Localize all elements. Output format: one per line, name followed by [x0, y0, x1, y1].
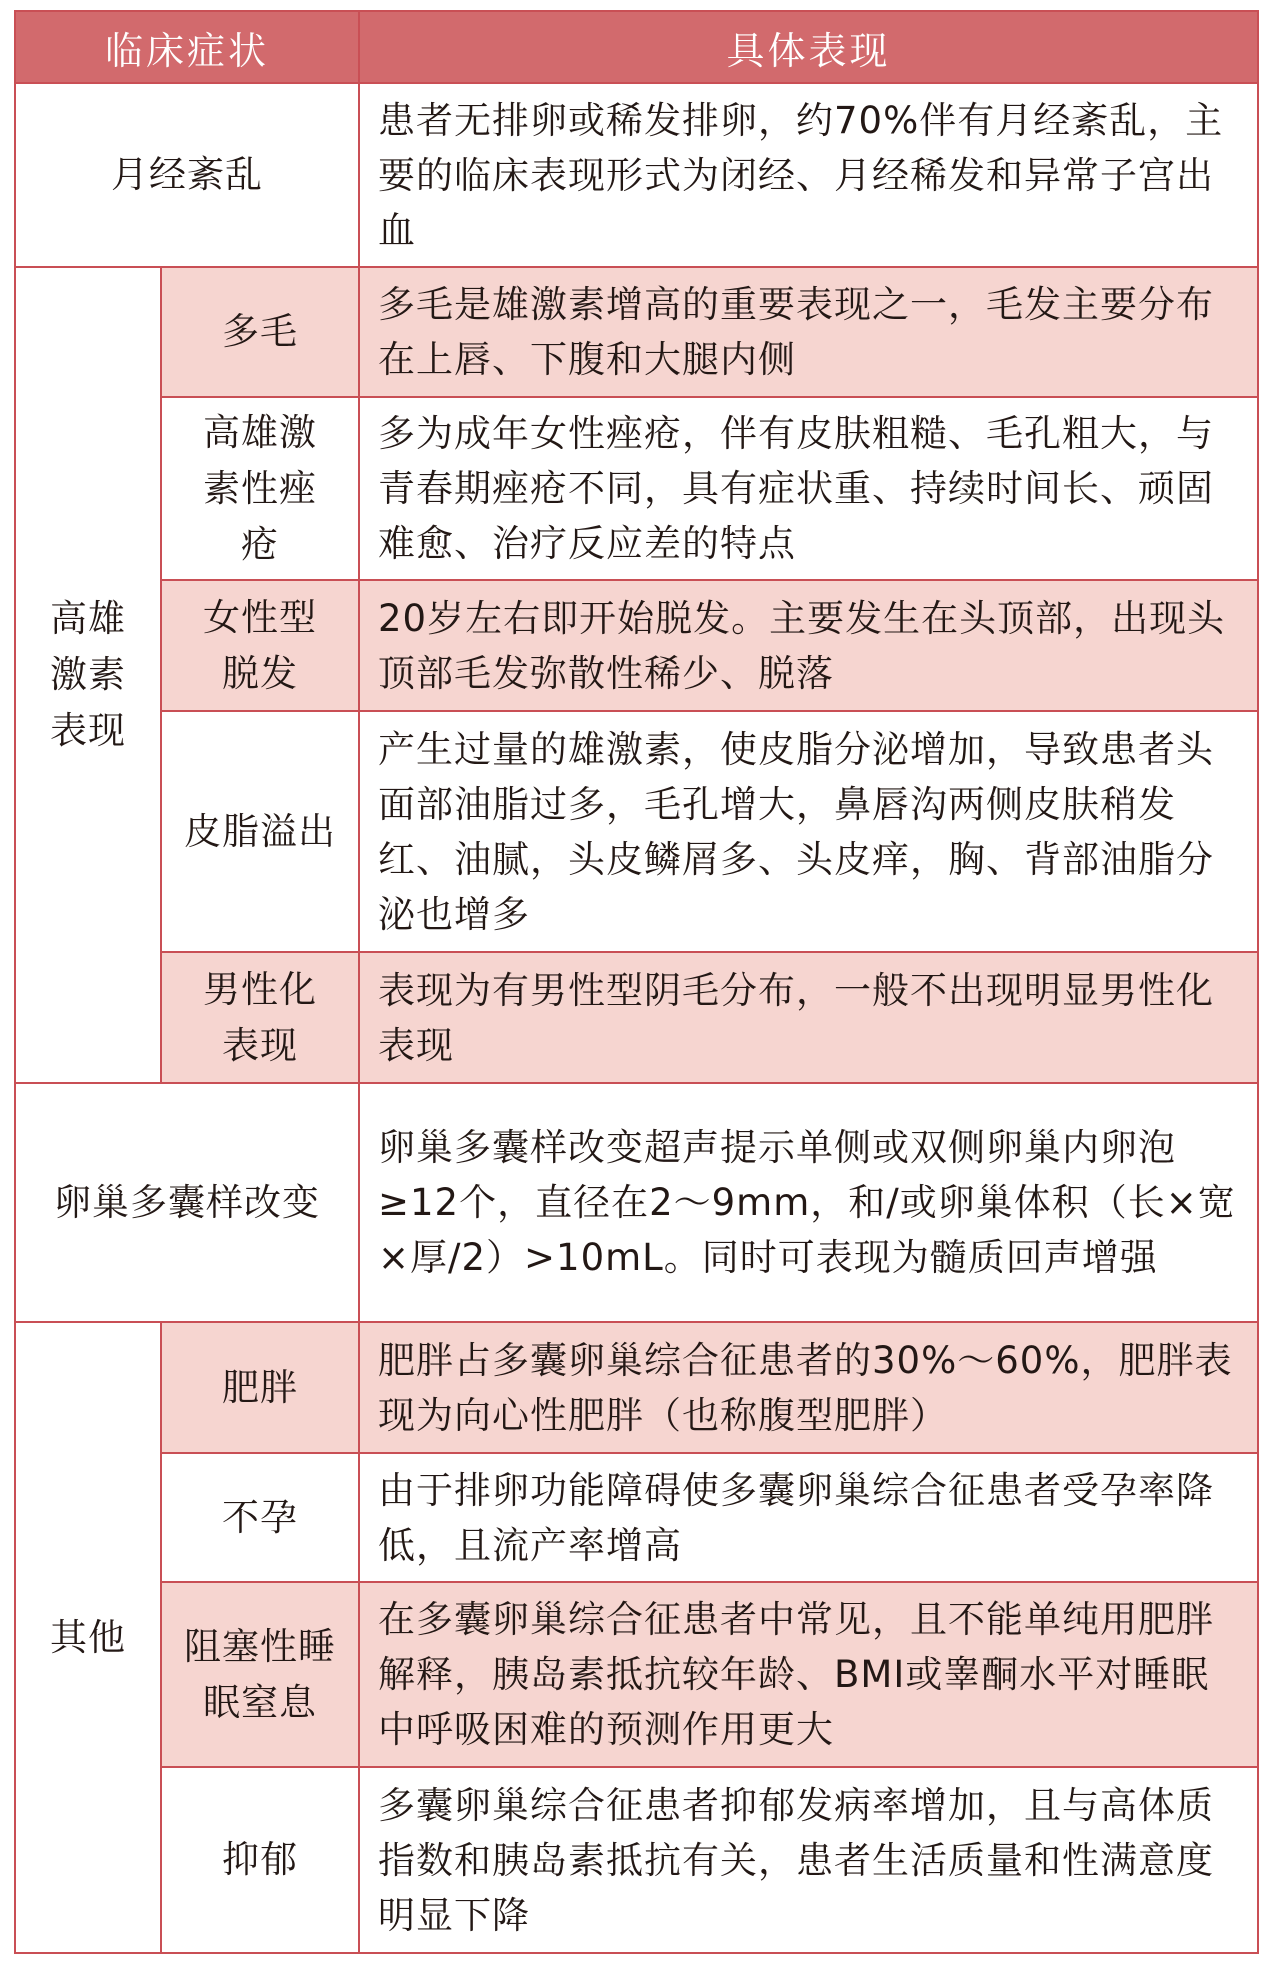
- symptom-menstrual-disorder: 月经紊乱: [15, 83, 359, 267]
- desc-seborrhea: 产生过量的雄激素，使皮脂分泌增加，导致患者头面部油脂过多，毛孔增大，鼻唇沟两侧皮肤稍发红、油腻，头皮鳞屑多、头皮痒，胸、背部油脂分泌也增多: [359, 711, 1258, 952]
- table-row: [15, 1083, 1258, 1322]
- group-hyperandrogenism: [15, 267, 161, 1083]
- symptom-table-container: [14, 10, 1257, 1954]
- table-row: [15, 397, 1258, 580]
- symptom-sleep-apnea: [161, 1582, 359, 1767]
- table-header-row: [15, 11, 1258, 83]
- symptom-obesity: 肥胖: [161, 1322, 359, 1453]
- desc-polycystic-ovary: 卵巢多囊样改变超声提示单侧或双侧卵巢内卵泡≥12个，直径在2～9mm，和/或卵巢体积（长×宽×厚/2）>10mL。同时可表现为髓质回声增强: [359, 1083, 1258, 1322]
- symptom-table: [14, 10, 1259, 1954]
- desc-obesity: 肥胖占多囊卵巢综合征患者的30%～60%，肥胖表现为向心性肥胖（也称腹型肥胖）: [359, 1322, 1258, 1453]
- group-other: 其他: [15, 1322, 161, 1953]
- symptom-virilization-label: 男性化表现: [203, 967, 317, 1067]
- symptom-sleep-apnea-label: 阻塞性睡眠窒息: [184, 1624, 336, 1724]
- symptom-polycystic-ovary: 卵巢多囊样改变: [15, 1083, 359, 1322]
- table-row: [15, 711, 1258, 952]
- header-clinical-symptom: 临床症状: [15, 11, 359, 83]
- table-row: [15, 1453, 1258, 1582]
- desc-female-alopecia: 20岁左右即开始脱发。主要发生在头顶部，出现头顶部毛发弥散性稀少、脱落: [359, 580, 1258, 711]
- desc-acne: 多为成年女性痤疮，伴有皮肤粗糙、毛孔粗大，与青春期痤疮不同，具有症状重、持续时间长、顽固难愈、治疗反应差的特点: [359, 397, 1258, 580]
- table-row: [15, 1582, 1258, 1767]
- symptom-infertility: 不孕: [161, 1453, 359, 1582]
- desc-virilization: 表现为有男性型阴毛分布，一般不出现明显男性化表现: [359, 952, 1258, 1083]
- desc-menstrual-disorder: 患者无排卵或稀发排卵，约70%伴有月经紊乱，主要的临床表现形式为闭经、月经稀发和异常子宫出血: [359, 83, 1258, 267]
- table-row: [15, 1767, 1258, 1953]
- table-row: [15, 267, 1258, 397]
- table-row: [15, 580, 1258, 711]
- group-hyperandrogenism-label: 高雄激素表现: [50, 597, 126, 752]
- symptom-seborrhea: 皮脂溢出: [161, 711, 359, 952]
- symptom-acne-label: 高雄激素性痤疮: [203, 410, 317, 566]
- desc-hirsutism: 多毛是雄激素增高的重要表现之一，毛发主要分布在上唇、下腹和大腿内侧: [359, 267, 1258, 397]
- table-row: [15, 1322, 1258, 1453]
- desc-infertility: 由于排卵功能障碍使多囊卵巢综合征患者受孕率降低，且流产率增高: [359, 1453, 1258, 1582]
- desc-depression: 多囊卵巢综合征患者抑郁发病率增加，且与高体质指数和胰岛素抵抗有关，患者生活质量和性满意度明显下降: [359, 1767, 1258, 1953]
- symptom-female-alopecia: [161, 580, 359, 711]
- symptom-acne: [161, 397, 359, 580]
- table-row: [15, 952, 1258, 1083]
- desc-sleep-apnea: 在多囊卵巢综合征患者中常见，且不能单纯用肥胖解释，胰岛素抵抗较年龄、BMI或睾酮水平对睡眠中呼吸困难的预测作用更大: [359, 1582, 1258, 1767]
- table-row: [15, 83, 1258, 267]
- symptom-female-alopecia-label: 女性型脱发: [203, 595, 317, 695]
- symptom-hirsutism: 多毛: [161, 267, 359, 397]
- symptom-virilization: [161, 952, 359, 1083]
- header-specific-manifestation: 具体表现: [359, 11, 1258, 83]
- symptom-depression: 抑郁: [161, 1767, 359, 1953]
